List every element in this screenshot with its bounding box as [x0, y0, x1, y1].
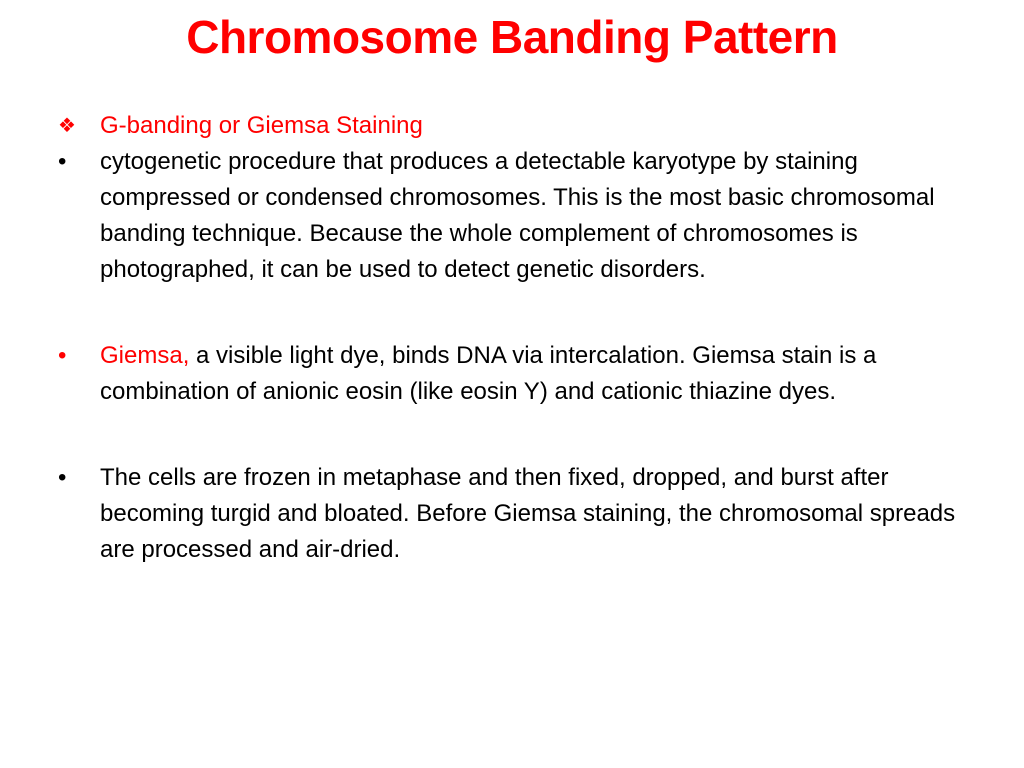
bullet-point-2: [58, 338, 988, 410]
section-heading: [58, 108, 988, 144]
slide-title: Chromosome Banding Pattern: [186, 11, 838, 63]
bullet-point-3: [58, 460, 988, 568]
bullet-icon: •: [58, 342, 67, 369]
bullet-point-1: [58, 144, 988, 288]
bullet-icon: •: [58, 464, 67, 491]
bullet-point-text: a visible light dye, binds DNA via intercalation. Giemsa stain is a combination of anionic eosin (like eosin Y) and cationic thiazine dyes.: [100, 342, 877, 405]
bullet-point-highlight: Giemsa,: [100, 342, 190, 369]
slide-body: [58, 108, 988, 568]
section-heading-text: G-banding or Giemsa Staining: [100, 112, 423, 139]
bullet-point-text: The cells are frozen in metaphase and then fixed, dropped, and burst after becoming turgid and bloated. Before Giemsa staining, the chromosomal spreads are processed and air-dried.: [100, 464, 956, 563]
diamond-bullet-icon: ❖: [58, 115, 76, 137]
bullet-icon: •: [58, 148, 67, 175]
bullet-point-text: cytogenetic procedure that produces a detectable karyotype by staining compressed or condensed chromosomes. This is the most basic chromosomal banding technique. Because the whole complement of chromosomes is photographed, it can be used to detect genetic disorders.: [100, 148, 935, 283]
